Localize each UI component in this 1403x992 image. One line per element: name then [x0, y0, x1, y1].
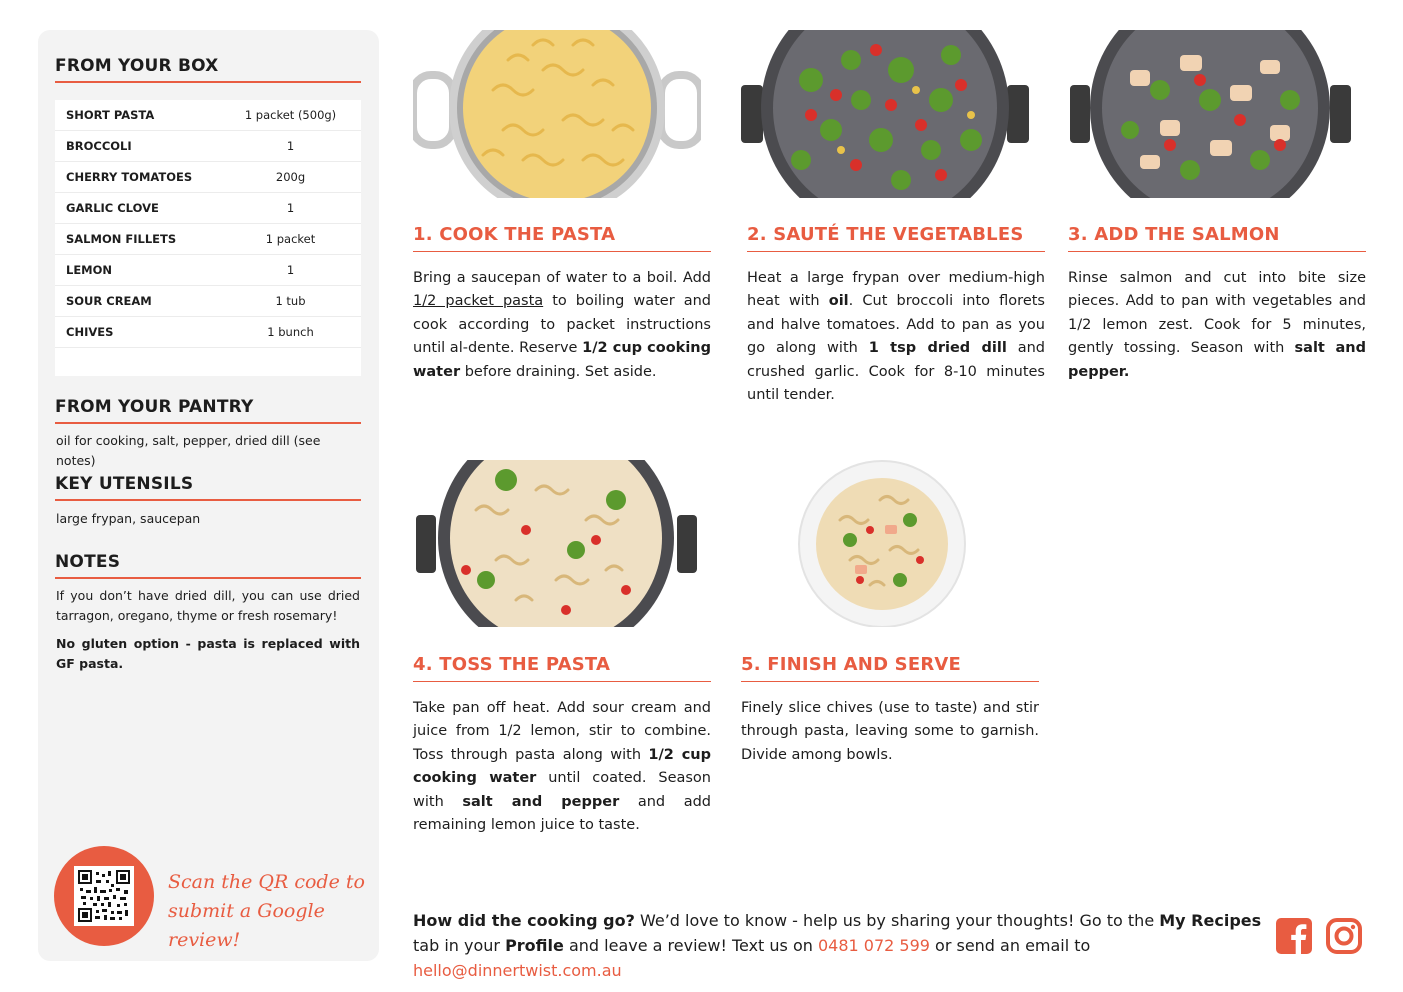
facebook-icon[interactable] [1276, 918, 1312, 954]
step-5-image [790, 460, 975, 627]
notes-heading: NOTES [55, 552, 361, 579]
ingredient-qty: 1 tub [275, 294, 306, 308]
step-3-text [1068, 267, 1366, 384]
step-text: Take pan off heat. Add sour cream and juice from 1/2 lemon, stir to combine. Toss through pasta along with [413, 700, 711, 763]
step-4-title: 4. TOSS THE PASTA [413, 654, 711, 682]
qr-caption-line2: submit a Google review! [168, 900, 325, 951]
step-4-text [413, 697, 711, 837]
table-row [55, 255, 361, 286]
ingredient-name: CHIVES [66, 325, 114, 339]
utensils-text: large frypan, saucepan [56, 511, 201, 526]
ingredient-qty: 1 [286, 139, 295, 153]
qr-code-badge[interactable] [54, 846, 154, 946]
qr-caption-line1: Scan the QR code to [168, 871, 365, 893]
ingredient-name: SALMON FILLETS [66, 232, 177, 246]
step-text-bold: 1 tsp dried dill [868, 340, 1007, 357]
ingredients-sidebar [38, 30, 379, 961]
step-1-title: 1. COOK THE PASTA [413, 224, 711, 252]
footer-bold: My Recipes [1159, 911, 1262, 930]
table-row [55, 193, 361, 224]
step-text: Rinse salmon and cut into bite size pieces. Add to pan with vegetables and 1/2 lemon zest. Cook for 5 minutes, gently tossing. Season with [1068, 270, 1366, 357]
step-text: and add remaining lemon juice to taste. [413, 793, 712, 834]
phone-link[interactable]: 0481 072 599 [817, 936, 930, 955]
ingredient-name: GARLIC CLOVE [66, 201, 159, 215]
table-row [55, 100, 361, 131]
ingredient-name: SHORT PASTA [66, 108, 155, 122]
utensils-heading: KEY UTENSILS [55, 474, 361, 501]
box-heading: FROM YOUR BOX [55, 56, 361, 83]
ingredient-name: SOUR CREAM [66, 294, 152, 308]
footer-text: or send an email to [929, 936, 1091, 955]
ingredient-qty: 200g [275, 170, 306, 184]
footer-text: We’d love to know - help us by sharing your thoughts! Go to the [634, 911, 1160, 930]
step-text: Finely slice chives (use to taste) and stir through pasta, leaving some to garnish. Divide among bowls. [741, 700, 1039, 763]
step-3-title: 3. ADD THE SALMON [1068, 224, 1366, 252]
step-text: to boiling water and cook according to packet instructions until al-dente. Reserve [413, 293, 711, 357]
step-5-text [741, 697, 1039, 767]
step-text: . Cut broccoli into florets and halve tomatoes. Add to pan as you go along with [747, 293, 1045, 357]
qr-review-caption [168, 868, 368, 955]
table-row [55, 224, 361, 255]
ingredient-name: LEMON [66, 263, 113, 277]
step-text-bold: 1/2 cup cooking water [413, 746, 711, 787]
ingredient-name: BROCCOLI [66, 139, 132, 153]
email-link[interactable]: hello@dinnertwist.com.au [413, 961, 622, 980]
feedback-footer [413, 908, 1263, 983]
ingredient-qty: 1 packet [265, 232, 316, 246]
step-5-title: 5. FINISH AND SERVE [741, 654, 1039, 682]
table-row [55, 286, 361, 317]
ingredient-qty: 1 [286, 263, 295, 277]
step-text: Heat a large frypan over medium-high heat with [747, 270, 1045, 310]
step-1-text [413, 267, 711, 384]
step-2-text [747, 267, 1045, 407]
step-text: before draining. Set aside. [460, 363, 657, 380]
ingredient-qty: 1 packet (500g) [244, 108, 337, 122]
step-1-image [413, 30, 701, 198]
step-text: and crushed garlic. Cook for 8-10 minutes until tender. [747, 340, 1045, 404]
ingredient-qty: 1 bunch [267, 325, 314, 339]
table-row [55, 162, 361, 193]
pantry-text: oil for cooking, salt, pepper, dried dill (see notes) [56, 433, 321, 468]
step-2-title: 2. SAUTÉ THE VEGETABLES [747, 224, 1045, 252]
ingredient-name: CHERRY TOMATOES [66, 170, 193, 184]
step-text-bold: oil [828, 293, 849, 310]
step-text-bold: salt and pepper. [1068, 340, 1366, 380]
step-4-image [416, 460, 697, 627]
ingredient-qty: 1 [286, 201, 295, 215]
footer-text: and leave a review! Text us on [563, 936, 818, 955]
ingredients-table [55, 100, 361, 376]
footer-bold: Profile [505, 936, 564, 955]
notes-text: If you don’t have dried dill, you can use dried tarragon, oregano, thyme or fresh rosemary! [56, 588, 360, 623]
step-text: until coated. Season with [413, 770, 711, 810]
footer-bold: How did the cooking go? [413, 911, 635, 930]
qr-code-icon [74, 866, 134, 926]
instagram-icon[interactable] [1326, 918, 1362, 954]
pantry-heading: FROM YOUR PANTRY [55, 397, 361, 424]
step-2-image [741, 30, 1029, 198]
step-text-underline: 1/2 packet pasta [413, 293, 544, 310]
step-text: Bring a saucepan of water to a boil. Add [413, 270, 711, 286]
step-3-image [1070, 30, 1351, 198]
step-text-bold: salt and pepper [462, 793, 620, 810]
step-text-bold: 1/2 cup cooking water [413, 340, 711, 380]
notes-gluten-text: No gluten option - pasta is replaced with GF pasta. [56, 636, 360, 671]
footer-text: tab in your [413, 936, 506, 955]
table-row [55, 317, 361, 348]
table-row [55, 131, 361, 162]
